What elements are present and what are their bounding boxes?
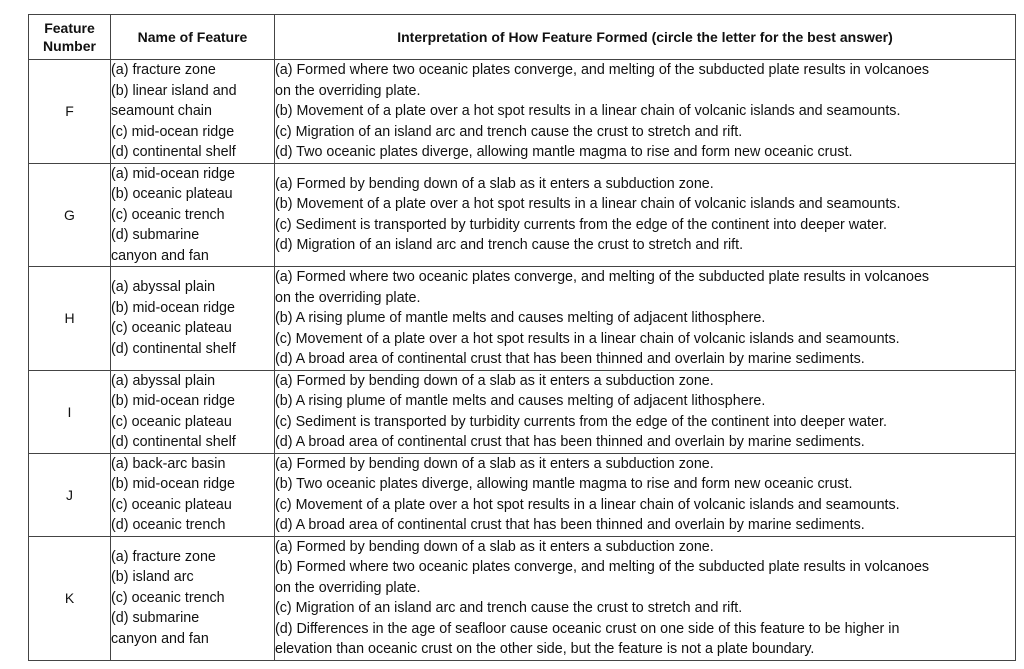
feature-interpretation-table [28, 14, 1016, 661]
interpretation-option: (d) Migration of an island arc and trench cause the crust to stretch and rift. [275, 237, 744, 254]
interpretation-option: (c) Movement of a plate over a hot spot results in a linear chain of volcanic islands and seamounts. [275, 330, 900, 347]
feature-name-options [111, 267, 275, 371]
table-row [29, 267, 1016, 371]
name-option: (c) oceanic plateau [111, 496, 232, 513]
feature-number: H [29, 267, 111, 371]
name-option: seamount chain [111, 103, 212, 119]
name-option: (b) oceanic plateau [111, 186, 233, 202]
name-option: (d) continental shelf [111, 144, 236, 160]
table-row [29, 60, 1016, 164]
interpretation-option: (d) Differences in the age of seafloor cause oceanic crust on one side of this feature to be higher in [275, 620, 900, 637]
interpretation-option: (d) Two oceanic plates diverge, allowing mantle magma to rise and form new oceanic crust. [275, 144, 853, 160]
interpretation-option: (a) Formed where two oceanic plates converge, and melting of the subducted plate results in volcanoes [275, 269, 930, 285]
name-option: (a) back-arc basin [111, 455, 226, 472]
interpretation-option: (a) Formed by bending down of a slab as it enters a subduction zone. [275, 538, 714, 555]
feature-name-options [111, 536, 275, 660]
feature-name-options [111, 60, 275, 164]
interpretation-option: (a) Formed by bending down of a slab as it enters a subduction zone. [275, 372, 714, 389]
interpretation-option: (b) Formed where two oceanic plates converge, and melting of the subducted plate results in volcanoes [275, 559, 930, 575]
interpretation-options [275, 60, 1016, 164]
interpretation-option: (c) Sediment is transported by turbidity currents from the edge of the continent into deeper water. [275, 413, 887, 430]
name-option: (b) island arc [111, 569, 194, 586]
interpretation-option: on the overriding plate. [275, 289, 421, 306]
name-option: (c) oceanic trench [111, 589, 225, 606]
interpretation-option: (b) A rising plume of mantle melts and causes melting of adjacent lithosphere. [275, 393, 766, 409]
name-option: (d) submarine [111, 227, 200, 243]
name-option: canyon and fan [111, 247, 209, 264]
interpretation-option: (a) Formed by bending down of a slab as it enters a subduction zone. [275, 455, 714, 472]
header-feature-number [29, 15, 111, 60]
name-option: (b) linear island and [111, 82, 237, 99]
table-row [29, 370, 1016, 453]
interpretation-option: on the overriding plate. [275, 579, 421, 596]
name-option: (d) continental shelf [111, 434, 236, 450]
name-option: (c) oceanic plateau [111, 320, 232, 337]
interpretation-option: (b) Movement of a plate over a hot spot results in a linear chain of volcanic islands and seamounts. [275, 196, 901, 213]
name-option: (b) mid-ocean ridge [111, 476, 235, 492]
name-option: (c) oceanic plateau [111, 413, 232, 430]
interpretation-option: (c) Migration of an island arc and trench cause the crust to stretch and rift. [275, 123, 743, 140]
interpretation-option: (d) A broad area of continental crust that has been thinned and overlain by marine sediments. [275, 351, 865, 367]
header-name-of-feature: Name of Feature [111, 15, 275, 60]
name-option: (c) mid-ocean ridge [111, 123, 235, 140]
feature-number: G [29, 163, 111, 267]
name-option: (d) submarine [111, 610, 200, 627]
interpretation-option: (d) A broad area of continental crust that has been thinned and overlain by marine sediments. [275, 434, 865, 450]
interpretation-option: elevation than oceanic crust on the other side, but the feature is not a plate boundary. [275, 641, 815, 657]
name-option: (a) mid-ocean ridge [111, 165, 235, 182]
interpretation-option: (b) Two oceanic plates diverge, allowing mantle magma to rise and form new oceanic crust. [275, 476, 853, 492]
feature-name-options [111, 370, 275, 453]
interpretation-option: (a) Formed by bending down of a slab as it enters a subduction zone. [275, 175, 714, 192]
interpretation-options [275, 536, 1016, 660]
interpretation-option: (c) Sediment is transported by turbidity currents from the edge of the continent into deeper water. [275, 216, 887, 233]
feature-name-options [111, 453, 275, 536]
name-option: (a) abyssal plain [111, 279, 216, 296]
name-option: (b) mid-ocean ridge [111, 299, 235, 316]
feature-name-options [111, 163, 275, 267]
interpretation-option: (c) Migration of an island arc and trench cause the crust to stretch and rift. [275, 600, 743, 616]
interpretation-option: (d) A broad area of continental crust that has been thinned and overlain by marine sediments. [275, 517, 865, 533]
feature-number: J [29, 453, 111, 536]
table-row [29, 453, 1016, 536]
interpretation-options [275, 267, 1016, 371]
name-option: (a) fracture zone [111, 62, 216, 78]
header-row [29, 15, 1016, 60]
interpretation-option: (c) Movement of a plate over a hot spot results in a linear chain of volcanic islands and seamounts. [275, 496, 900, 513]
name-option: (b) mid-ocean ridge [111, 393, 235, 409]
table-row [29, 536, 1016, 660]
name-option: (a) abyssal plain [111, 372, 216, 389]
interpretation-option: (b) Movement of a plate over a hot spot results in a linear chain of volcanic islands and seamounts. [275, 103, 901, 119]
header-feature-number-line: Number [43, 38, 96, 54]
name-option: (c) oceanic trench [111, 206, 225, 223]
table-row [29, 163, 1016, 267]
interpretation-options [275, 163, 1016, 267]
name-option: canyon and fan [111, 630, 209, 647]
interpretation-options [275, 370, 1016, 453]
feature-number: K [29, 536, 111, 660]
interpretation-option: (b) A rising plume of mantle melts and causes melting of adjacent lithosphere. [275, 310, 766, 326]
name-option: (d) continental shelf [111, 340, 236, 357]
name-option: (d) oceanic trench [111, 517, 226, 533]
feature-number: F [29, 60, 111, 164]
interpretation-option: (a) Formed where two oceanic plates converge, and melting of the subducted plate results in volcanoes [275, 62, 930, 78]
interpretation-option: on the overriding plate. [275, 82, 421, 99]
interpretation-options [275, 453, 1016, 536]
name-option: (a) fracture zone [111, 548, 216, 565]
header-feature-number-line: Feature [44, 20, 95, 36]
feature-number: I [29, 370, 111, 453]
header-interpretation: Interpretation of How Feature Formed (circle the letter for the best answer) [275, 15, 1016, 60]
